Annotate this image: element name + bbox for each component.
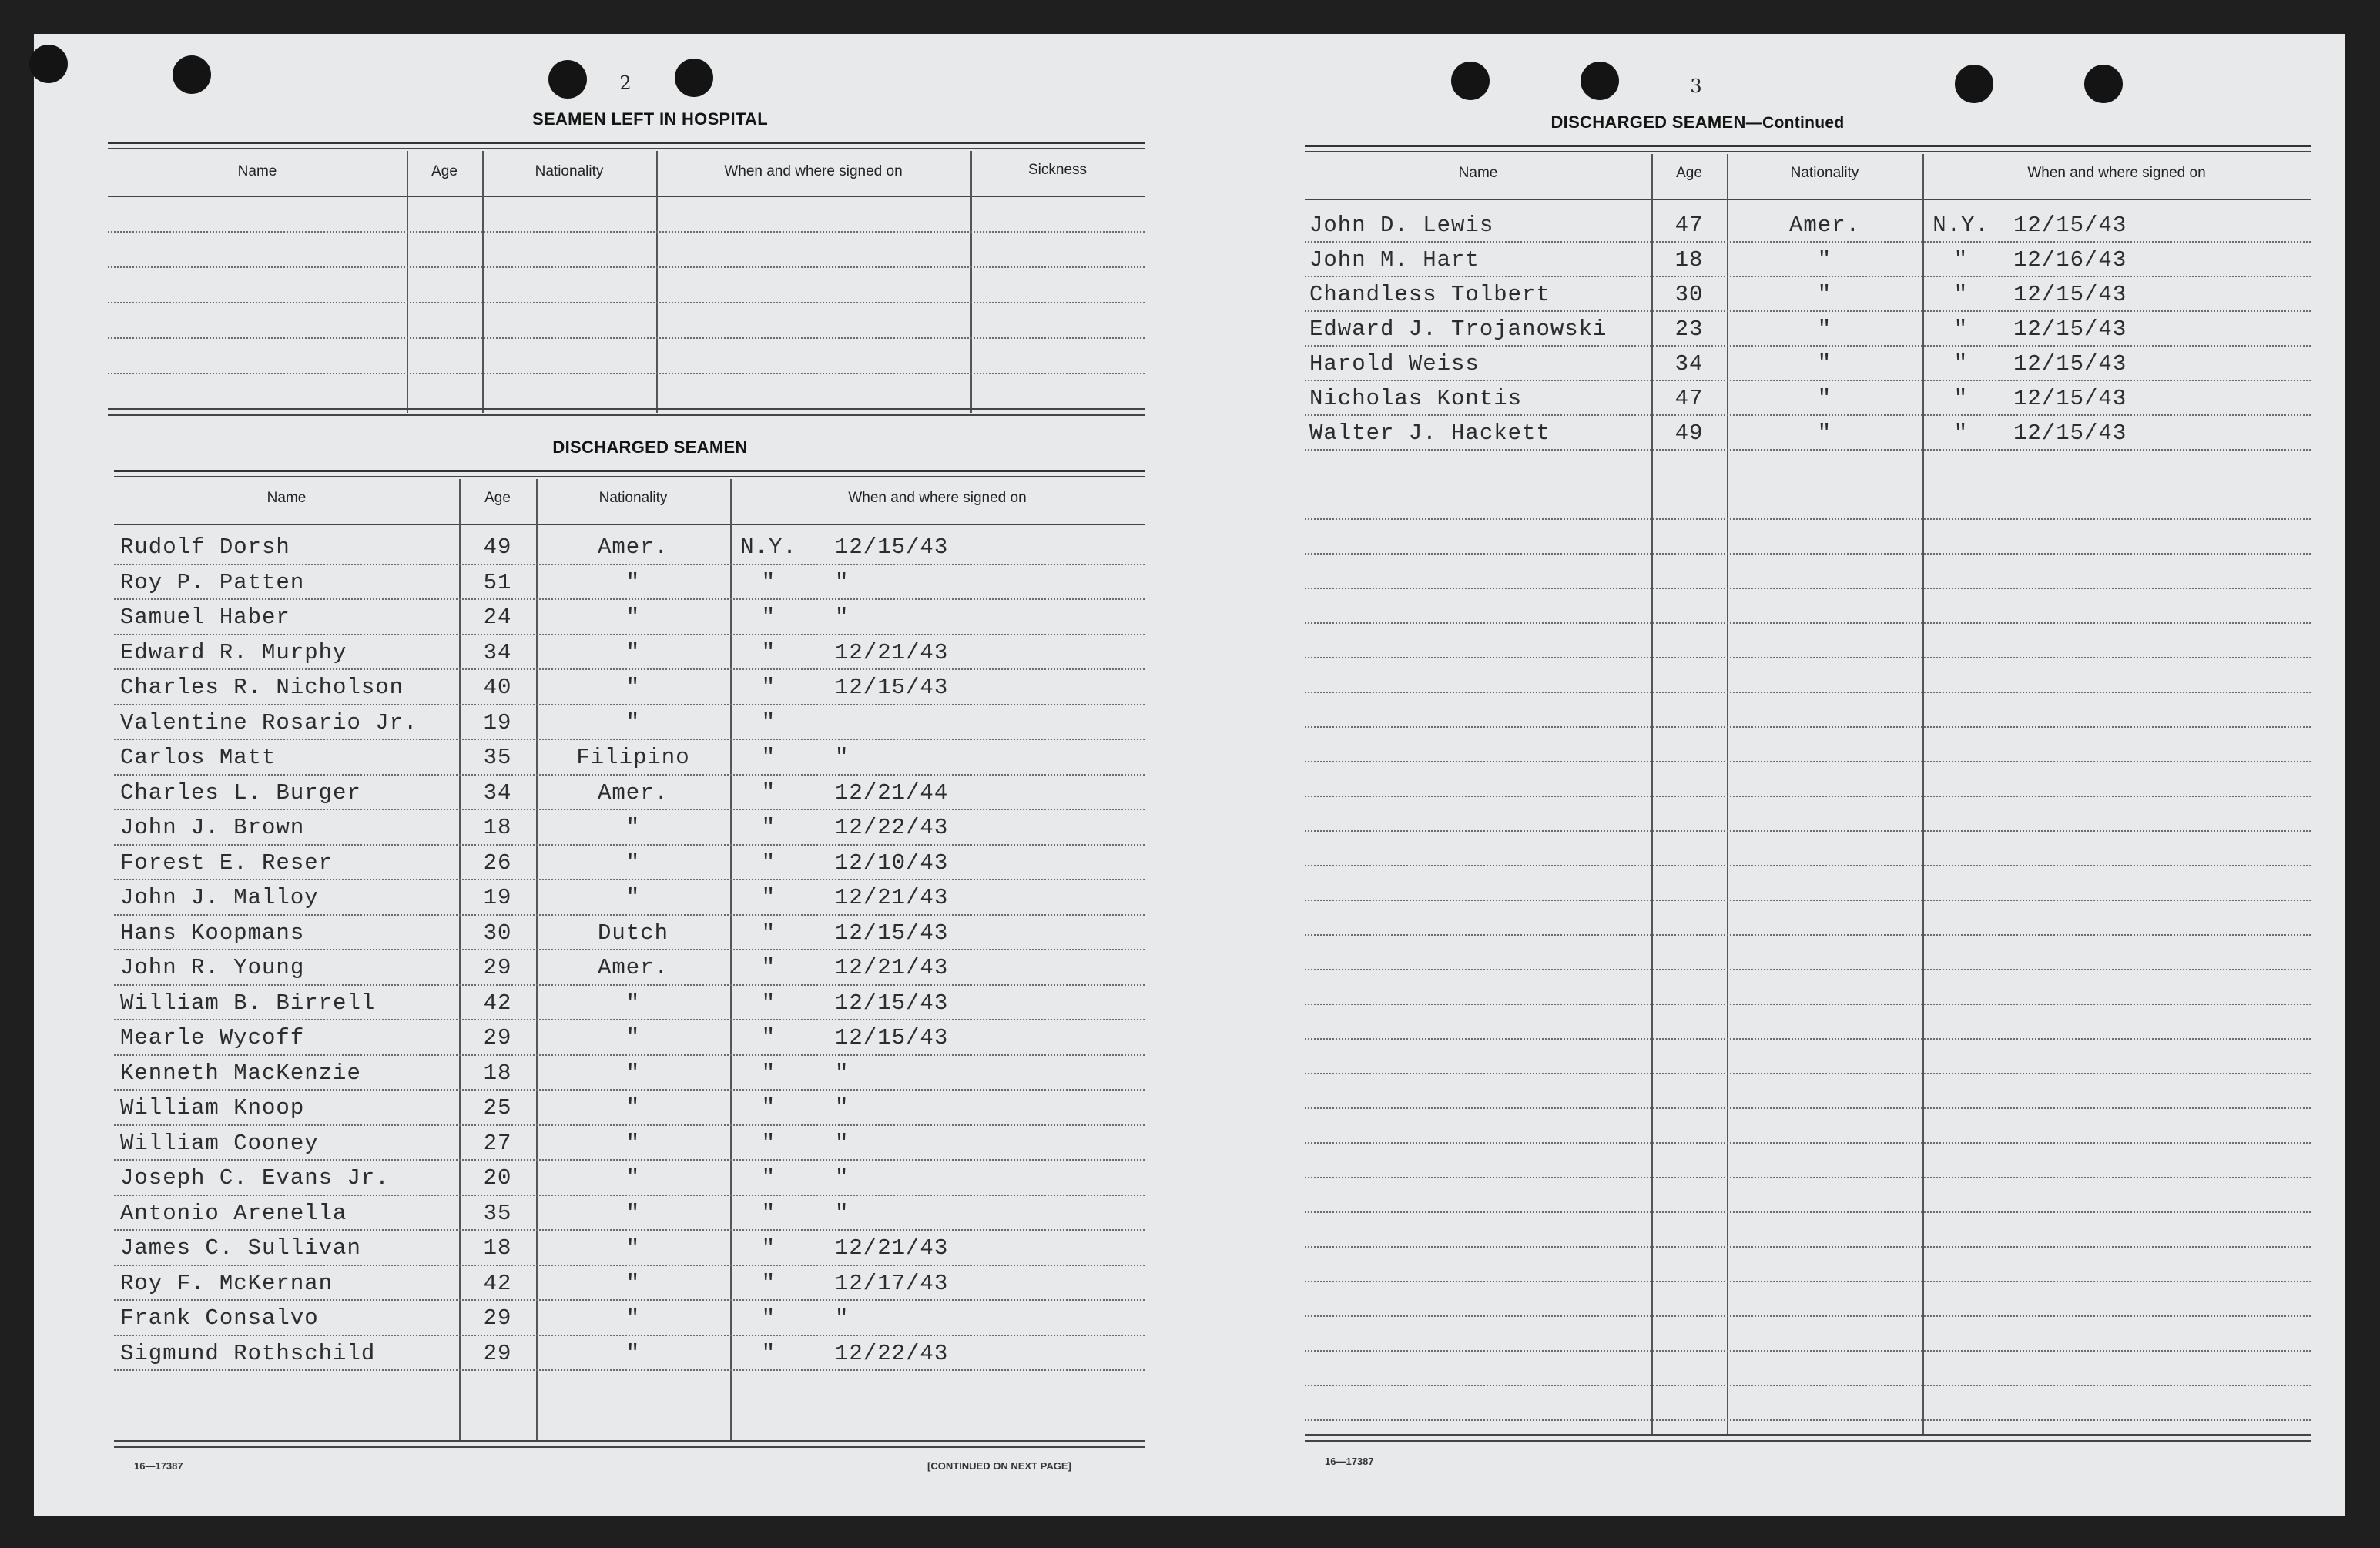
punch-hole: [1451, 62, 1490, 100]
row-rule: [114, 914, 1145, 916]
seaman-nationality: ": [625, 815, 641, 840]
seaman-age: 29: [483, 1305, 512, 1331]
blank-row-rule: [1305, 865, 2311, 866]
column-header-age: Age: [431, 163, 458, 179]
seaman-nationality: Dutch: [597, 920, 669, 946]
seaman-age: 30: [483, 920, 512, 946]
seaman-name: John D. Lewis: [1309, 213, 1494, 238]
column-header-nationality: Nationality: [1790, 165, 1859, 181]
seaman-age: 34: [483, 779, 512, 806]
signed-on-date: 12/15/43: [2013, 421, 2127, 446]
signed-on-date: ": [835, 1095, 850, 1121]
seaman-nationality: Filipino: [576, 745, 690, 770]
row-rule: [1305, 449, 2311, 451]
seaman-nationality: ": [625, 885, 641, 910]
blank-row-rule: [1305, 1315, 2311, 1317]
signed-on-port: ": [761, 779, 776, 806]
signed-on-port: ": [1953, 351, 1969, 377]
row-rule: [114, 949, 1145, 950]
signed-on-port: ": [761, 1060, 776, 1086]
seaman-nationality: ": [625, 1095, 641, 1121]
blank-row-rule: [1305, 761, 2311, 762]
row-rule: [114, 1019, 1145, 1020]
row-rule: [1305, 310, 2311, 312]
blank-row-rule: [1305, 553, 2311, 555]
row-rule: [114, 739, 1145, 740]
blank-row-rule: [1305, 830, 2311, 832]
seaman-age: 42: [483, 990, 512, 1016]
seaman-name: Charles L. Burger: [120, 779, 361, 806]
signed-on-date: 12/15/43: [835, 990, 949, 1016]
seaman-name: Kenneth MacKenzie: [120, 1060, 361, 1086]
seaman-age: 42: [483, 1270, 512, 1296]
signed-on-date: ": [835, 605, 850, 630]
signed-on-date: 12/21/43: [835, 955, 949, 980]
seaman-age: 25: [483, 1095, 512, 1121]
seaman-name: John R. Young: [120, 955, 305, 980]
seaman-name: John M. Hart: [1309, 247, 1480, 273]
punch-hole: [1581, 62, 1619, 100]
seaman-age: 35: [483, 1200, 512, 1226]
seaman-name: Nicholas Kontis: [1309, 386, 1523, 411]
signed-on-port: ": [761, 955, 776, 980]
seaman-age: 24: [483, 605, 512, 630]
form-number: 16—17387: [134, 1460, 183, 1472]
form-number: 16—17387: [1325, 1456, 1374, 1467]
seaman-nationality: ": [625, 1200, 641, 1226]
left-page: [34, 34, 1205, 1516]
seaman-age: 34: [1674, 351, 1704, 377]
seaman-age: 19: [483, 709, 512, 735]
blank-row-rule: [1305, 726, 2311, 728]
column-header-signed-on: When and where signed on: [724, 163, 903, 179]
row-rule: [114, 1124, 1145, 1126]
signed-on-date: ": [835, 1130, 850, 1156]
signed-on-date: 12/15/43: [2013, 317, 2127, 342]
page-number: 3: [1690, 75, 1702, 97]
signed-on-port: ": [761, 1305, 776, 1331]
signed-on-port: ": [761, 1235, 776, 1261]
seaman-age: 49: [1674, 421, 1704, 446]
seaman-name: Valentine Rosario Jr.: [120, 709, 418, 735]
signed-on-port: ": [761, 605, 776, 630]
signed-on-port: ": [761, 885, 776, 910]
signed-on-date: 12/21/43: [835, 885, 949, 910]
row-rule: [1305, 276, 2311, 277]
blank-row-rule: [1305, 1385, 2311, 1386]
signed-on-date: ": [835, 569, 850, 595]
row-rule: [114, 984, 1145, 986]
seaman-name: Carlos Matt: [120, 745, 277, 770]
seaman-name: Harold Weiss: [1309, 351, 1480, 377]
seaman-nationality: ": [1817, 282, 1832, 307]
seaman-age: 20: [483, 1165, 512, 1191]
row-rule: [114, 668, 1145, 670]
signed-on-port: ": [761, 1200, 776, 1226]
signed-on-port: N.Y.: [740, 534, 797, 560]
seaman-nationality: ": [1817, 421, 1832, 446]
seaman-name: Edward J. Trojanowski: [1309, 317, 1607, 342]
seaman-age: 47: [1674, 386, 1704, 411]
signed-on-date: ": [835, 1060, 850, 1086]
signed-on-date: 12/21/43: [835, 639, 949, 665]
seaman-name: Roy F. McKernan: [120, 1270, 334, 1296]
signed-on-date: 12/21/44: [835, 779, 949, 806]
seaman-name: Sigmund Rothschild: [120, 1340, 376, 1366]
seaman-age: 19: [483, 885, 512, 910]
row-rule: [114, 1159, 1145, 1161]
blank-row-rule: [1305, 1177, 2311, 1178]
seaman-age: 29: [483, 1025, 512, 1050]
seaman-nationality: ": [625, 639, 641, 665]
signed-on-date: 12/21/43: [835, 1235, 949, 1261]
row-rule: [1305, 414, 2311, 416]
section-title-text: DISCHARGED SEAMEN: [1550, 112, 1746, 132]
seaman-age: 18: [1674, 247, 1704, 273]
signed-on-date: ": [835, 1200, 850, 1226]
blank-row-rule: [1305, 1038, 2311, 1040]
seaman-nationality: ": [625, 849, 641, 876]
seaman-age: 29: [483, 1340, 512, 1366]
blank-row-rule: [1305, 588, 2311, 589]
seaman-nationality: ": [625, 675, 641, 700]
seaman-name: Charles R. Nicholson: [120, 675, 404, 700]
row-rule: [114, 774, 1145, 776]
seaman-nationality: ": [625, 709, 641, 735]
seaman-name: Joseph C. Evans Jr.: [120, 1165, 390, 1191]
seaman-nationality: ": [1817, 317, 1832, 342]
punch-hole: [29, 45, 68, 83]
signed-on-date: ": [835, 1165, 850, 1191]
signed-on-date: 12/15/43: [2013, 282, 2127, 307]
signed-on-port: ": [761, 675, 776, 700]
seaman-age: 30: [1674, 282, 1704, 307]
seaman-name: William Knoop: [120, 1095, 305, 1121]
row-rule: [114, 809, 1145, 810]
seaman-name: Hans Koopmans: [120, 920, 305, 946]
row-rule: [114, 1229, 1145, 1231]
seaman-nationality: ": [625, 990, 641, 1016]
signed-on-date: 12/15/43: [835, 675, 949, 700]
seaman-name: William B. Birrell: [120, 990, 376, 1016]
signed-on-port: ": [761, 1270, 776, 1296]
punch-hole: [675, 59, 713, 97]
signed-on-date: 12/22/43: [835, 1340, 949, 1366]
blank-row-rule: [1305, 1281, 2311, 1282]
blank-row-rule: [1305, 969, 2311, 970]
column-header-age: Age: [1676, 165, 1702, 181]
seaman-nationality: Amer.: [597, 534, 669, 560]
seaman-age: 23: [1674, 317, 1704, 342]
signed-on-date: 12/15/43: [2013, 213, 2127, 238]
column-header-name: Name: [266, 490, 307, 506]
signed-on-date: 12/10/43: [835, 849, 949, 876]
section-title-suffix: —Continued: [1745, 114, 1845, 132]
blank-row-rule: [1305, 900, 2311, 901]
seaman-name: Walter J. Hackett: [1309, 421, 1550, 446]
seaman-age: 18: [483, 815, 512, 840]
seaman-age: 29: [483, 955, 512, 980]
seaman-name: Roy P. Patten: [120, 569, 305, 595]
blank-row-rule: [1305, 657, 2311, 658]
column-header-nationality: Nationality: [598, 490, 668, 506]
seaman-age: 18: [483, 1235, 512, 1261]
seaman-name: Edward R. Murphy: [120, 639, 347, 665]
seaman-age: 26: [483, 849, 512, 876]
seaman-age: 40: [483, 675, 512, 700]
row-rule: [114, 1369, 1145, 1371]
seaman-age: 49: [483, 534, 512, 560]
column-header-sickness: Sickness: [1027, 162, 1088, 178]
signed-on-date: 12/15/43: [835, 920, 949, 946]
blank-row-rule: [1305, 1246, 2311, 1248]
discharged-continued-title: [1459, 112, 1936, 132]
seaman-name: John J. Brown: [120, 815, 305, 840]
seaman-name: Samuel Haber: [120, 605, 290, 630]
column-header-name: Name: [237, 163, 277, 179]
blank-row-rule: [1305, 1350, 2311, 1352]
signed-on-port: ": [761, 1340, 776, 1366]
column-header-age: Age: [484, 490, 511, 506]
signed-on-port: ": [761, 569, 776, 595]
seaman-age: 47: [1674, 213, 1704, 238]
punch-hole: [173, 55, 211, 94]
row-rule: [114, 634, 1145, 635]
seaman-nationality: ": [625, 1165, 641, 1191]
seaman-nationality: ": [625, 1130, 641, 1156]
punch-hole: [1955, 65, 1993, 103]
seaman-nationality: ": [625, 1025, 641, 1050]
row-rule: [114, 598, 1145, 600]
seaman-name: William Cooney: [120, 1130, 319, 1156]
row-rule: [114, 1195, 1145, 1196]
row-rule: [114, 704, 1145, 705]
continued-note: [CONTINUED ON NEXT PAGE]: [927, 1460, 1071, 1472]
row-rule: [114, 564, 1145, 565]
seaman-nationality: ": [625, 1305, 641, 1331]
row-rule: [1305, 380, 2311, 381]
signed-on-port: ": [761, 709, 776, 735]
row-rule: [114, 1089, 1145, 1091]
column-header-signed-on: When and where signed on: [848, 490, 1027, 506]
seaman-name: James C. Sullivan: [120, 1235, 361, 1261]
blank-row-rule: [1305, 518, 2311, 520]
right-page: [1220, 34, 2345, 1516]
seaman-name: John J. Malloy: [120, 885, 319, 910]
punch-hole: [2084, 65, 2123, 103]
row-rule: [114, 1265, 1145, 1266]
seaman-nationality: ": [625, 605, 641, 630]
row-rule: [1305, 345, 2311, 347]
blank-row-rule: [1305, 1142, 2311, 1144]
signed-on-port: ": [761, 639, 776, 665]
signed-on-date: 12/15/43: [2013, 386, 2127, 411]
seaman-name: Antonio Arenella: [120, 1200, 347, 1226]
row-rule: [114, 1335, 1145, 1336]
signed-on-port: ": [1953, 317, 1969, 342]
signed-on-port: ": [761, 990, 776, 1016]
blank-row-rule: [1305, 692, 2311, 693]
seaman-name: Mearle Wycoff: [120, 1025, 305, 1050]
row-rule: [114, 844, 1145, 846]
seaman-age: 34: [483, 639, 512, 665]
blank-row-rule: [1305, 934, 2311, 936]
document-sheet: [34, 34, 2345, 1516]
seaman-nationality: ": [625, 1235, 641, 1261]
signed-on-port: ": [761, 920, 776, 946]
blank-row-rule: [1305, 1073, 2311, 1074]
signed-on-date: 12/15/43: [2013, 351, 2127, 377]
seaman-nationality: ": [1817, 386, 1832, 411]
signed-on-port: ": [761, 1165, 776, 1191]
signed-on-port: ": [761, 745, 776, 770]
discharged-section-title: DISCHARGED SEAMEN: [552, 437, 748, 457]
blank-row-rule: [1305, 1107, 2311, 1109]
blank-row-rule: [1305, 1004, 2311, 1005]
seaman-name: Frank Consalvo: [120, 1305, 319, 1331]
seaman-name: Chandless Tolbert: [1309, 282, 1550, 307]
blank-row-rule: [1305, 796, 2311, 797]
punch-hole: [548, 60, 587, 99]
seaman-age: 51: [483, 569, 512, 595]
signed-on-date: 12/17/43: [835, 1270, 949, 1296]
row-rule: [114, 879, 1145, 880]
seaman-nationality: ": [1817, 351, 1832, 377]
hospital-section-title: SEAMEN LEFT IN HOSPITAL: [532, 109, 768, 129]
signed-on-date: 12/16/43: [2013, 247, 2127, 273]
seaman-nationality: ": [625, 1340, 641, 1366]
signed-on-date: 12/15/43: [835, 1025, 949, 1050]
seaman-nationality: ": [625, 1060, 641, 1086]
signed-on-port: ": [761, 1025, 776, 1050]
signed-on-port: ": [1953, 282, 1969, 307]
seaman-nationality: ": [1817, 247, 1832, 273]
seaman-nationality: ": [625, 569, 641, 595]
page-number: 2: [619, 72, 632, 94]
row-rule: [114, 1299, 1145, 1301]
seaman-name: Rudolf Dorsh: [120, 534, 290, 560]
signed-on-date: 12/22/43: [835, 815, 949, 840]
signed-on-port: ": [761, 815, 776, 840]
column-header-signed-on: When and where signed on: [2027, 165, 2206, 181]
seaman-nationality: Amer.: [597, 779, 669, 806]
seaman-age: 18: [483, 1060, 512, 1086]
signed-on-port: ": [761, 1095, 776, 1121]
seaman-age: 35: [483, 745, 512, 770]
seaman-nationality: Amer.: [597, 955, 669, 980]
seaman-age: 27: [483, 1130, 512, 1156]
seaman-nationality: ": [625, 1270, 641, 1296]
row-rule: [1305, 241, 2311, 243]
seaman-nationality: Amer.: [1788, 213, 1860, 238]
signed-on-date: ": [835, 1305, 850, 1331]
signed-on-date: 12/15/43: [835, 534, 949, 560]
signed-on-port: ": [761, 849, 776, 876]
signed-on-port: N.Y.: [1932, 213, 1989, 238]
signed-on-port: ": [1953, 421, 1969, 446]
blank-row-rule: [1305, 1211, 2311, 1213]
signed-on-port: ": [761, 1130, 776, 1156]
signed-on-port: ": [1953, 247, 1969, 273]
signed-on-date: ": [835, 745, 850, 770]
row-rule: [114, 1054, 1145, 1056]
seaman-name: Forest E. Reser: [120, 849, 334, 876]
blank-row-rule: [1305, 622, 2311, 624]
blank-row-rule: [1305, 1419, 2311, 1421]
column-header-name: Name: [1458, 165, 1498, 181]
signed-on-port: ": [1953, 386, 1969, 411]
column-header-nationality: Nationality: [535, 163, 604, 179]
